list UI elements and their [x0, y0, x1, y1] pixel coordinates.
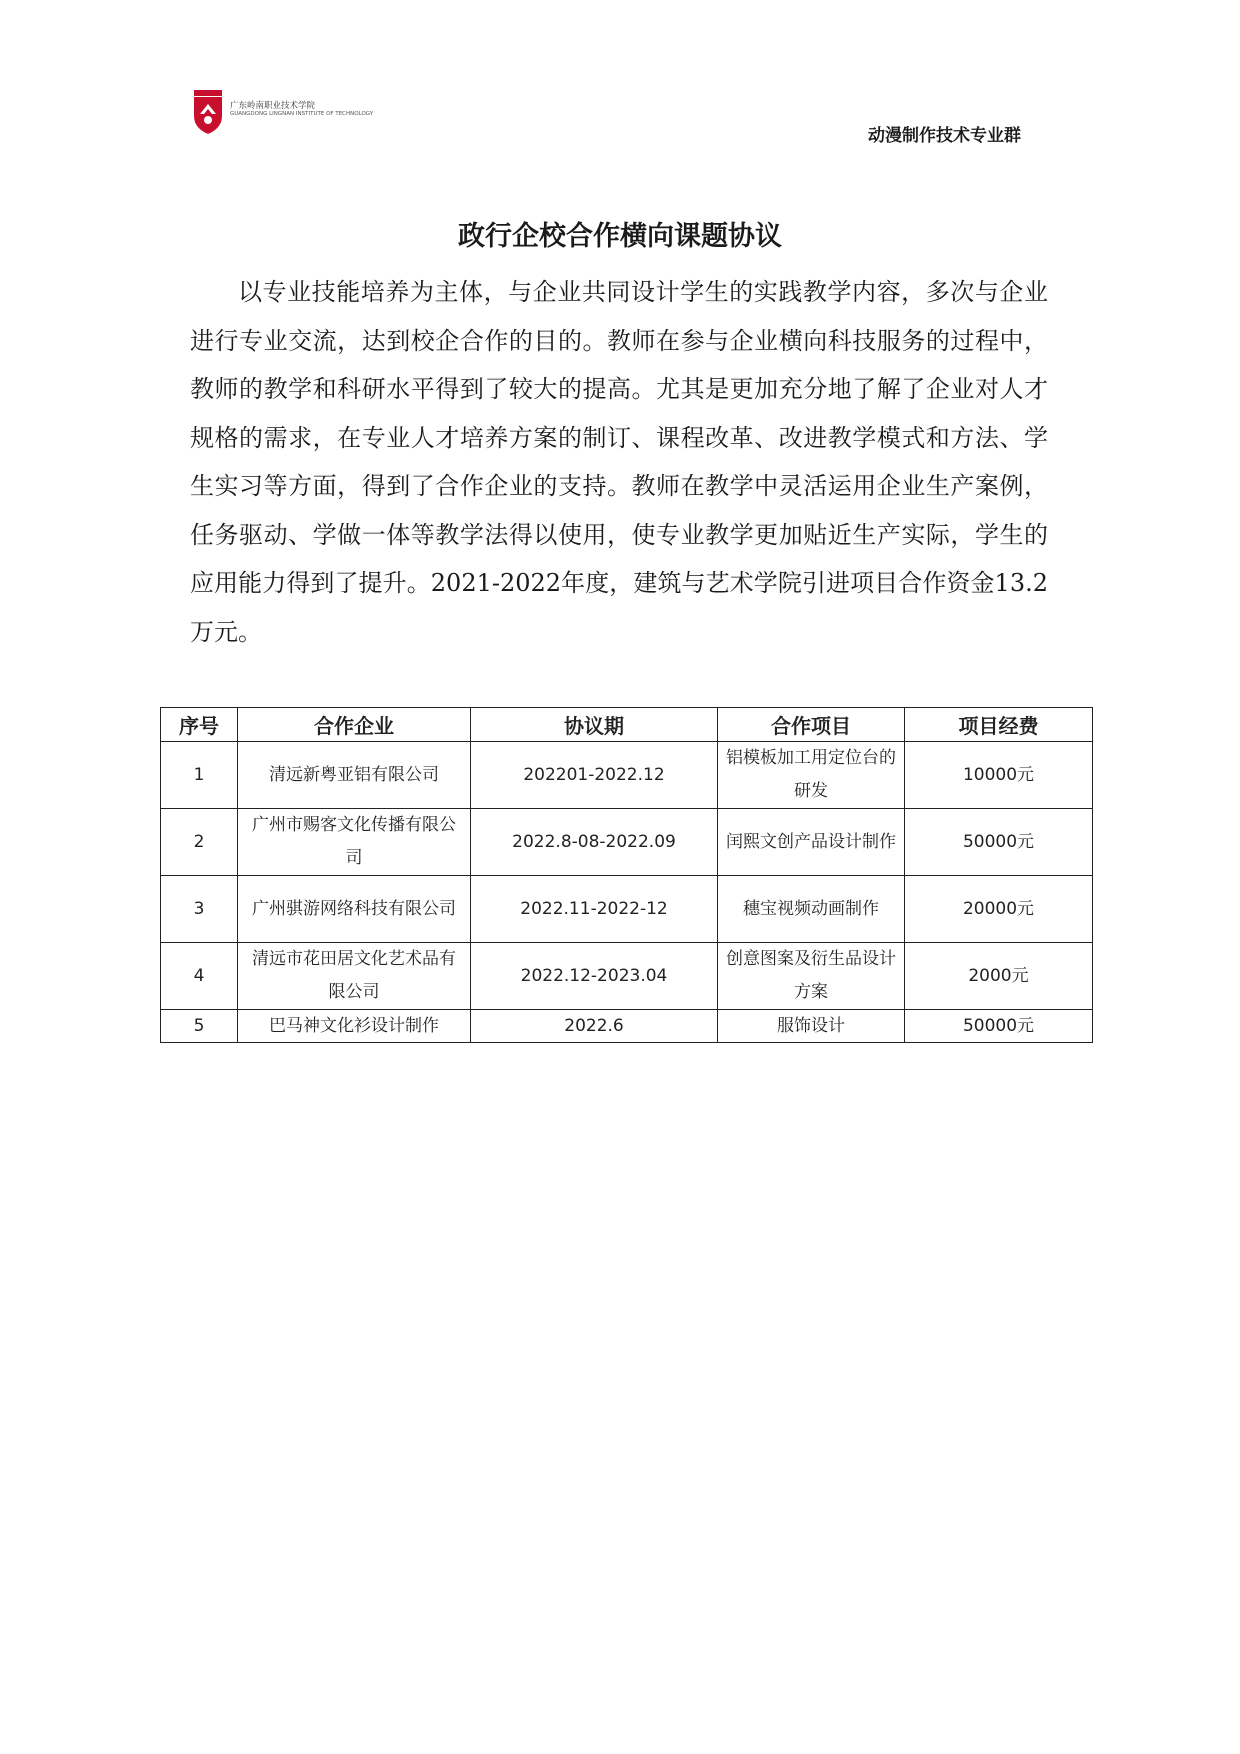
document-title: 政行企校合作横向课题协议: [458, 221, 782, 252]
row-company: 广州骐游网络科技有限公司: [238, 876, 471, 943]
row-project: 创意图案及衍生品设计方案: [718, 943, 905, 1010]
row-company: 广州市赐客文化传播有限公司: [238, 809, 471, 876]
body-paragraph: 以专业技能培养为主体，与企业共同设计学生的实践教学内容，多次与企业进行专业交流，达到校企合作的目的。教师在参与企业横向科技服务的过程中，教师的教学和科研水平得到了较大的提高。尤其是更加充分地了解了企业对人才规格的需求，在专业人才培养方案的制订、课程改革、改进教学模式和方法、学生实习等方面，得到了合作企业的支持。教师在教学中灵活运用企业生产案例，任务驱动、学做一体等教学法得以使用，使专业教学更加贴近生产实际，学生的应用能力得到了提升。2021-2022年度，建筑与艺术学院引进项目合作资金13.2万元。: [190, 278, 1048, 646]
row-no: 2: [161, 809, 238, 876]
row-project: 铝模板加工用定位台的研发: [718, 742, 905, 809]
table-row: [161, 1010, 1093, 1043]
header-group-name: 动漫制作技术专业群: [868, 126, 1021, 146]
row-project: 穗宝视频动画制作: [718, 876, 905, 943]
row-project: 闰熙文创产品设计制作: [718, 809, 905, 876]
row-no: 5: [161, 1010, 238, 1043]
table-row: [161, 742, 1093, 809]
table-row: [161, 809, 1093, 876]
row-period: 2022.12-2023.04: [471, 943, 718, 1010]
row-company: 清远新粤亚铝有限公司: [238, 742, 471, 809]
row-company: 清远市花田居文化艺术品有限公司: [238, 943, 471, 1010]
row-fee: 50000元: [905, 1010, 1093, 1043]
row-no: 3: [161, 876, 238, 943]
header-no: 序号: [161, 708, 238, 742]
college-emblem-icon: [192, 90, 224, 134]
college-logo: [192, 90, 374, 140]
row-project: 服饰设计: [718, 1010, 905, 1043]
row-no: 4: [161, 943, 238, 1010]
cooperation-table: [160, 707, 1093, 1043]
row-fee: 50000元: [905, 809, 1093, 876]
row-fee: 2000元: [905, 943, 1093, 1010]
row-company: 巴马神文化衫设计制作: [238, 1010, 471, 1043]
table-row: [161, 943, 1093, 1010]
row-no: 1: [161, 742, 238, 809]
table-header-row: [161, 708, 1093, 742]
row-period: 2022.6: [471, 1010, 718, 1043]
row-fee: 20000元: [905, 876, 1093, 943]
row-fee: 10000元: [905, 742, 1093, 809]
header-company: 合作企业: [238, 708, 471, 742]
header-fee: 项目经费: [905, 708, 1093, 742]
college-name-cn: 广东岭南职业技术学院: [230, 101, 316, 111]
table-row: [161, 876, 1093, 943]
header-project: 合作项目: [718, 708, 905, 742]
row-period: 2022.8-08-2022.09: [471, 809, 718, 876]
row-period: 2022.11-2022-12: [471, 876, 718, 943]
header-period: 协议期: [471, 708, 718, 742]
row-period: 202201-2022.12: [471, 742, 718, 809]
college-name-en: GUANGDONG LINGNAN INSTITUTE OF TECHNOLOGY: [230, 111, 374, 117]
